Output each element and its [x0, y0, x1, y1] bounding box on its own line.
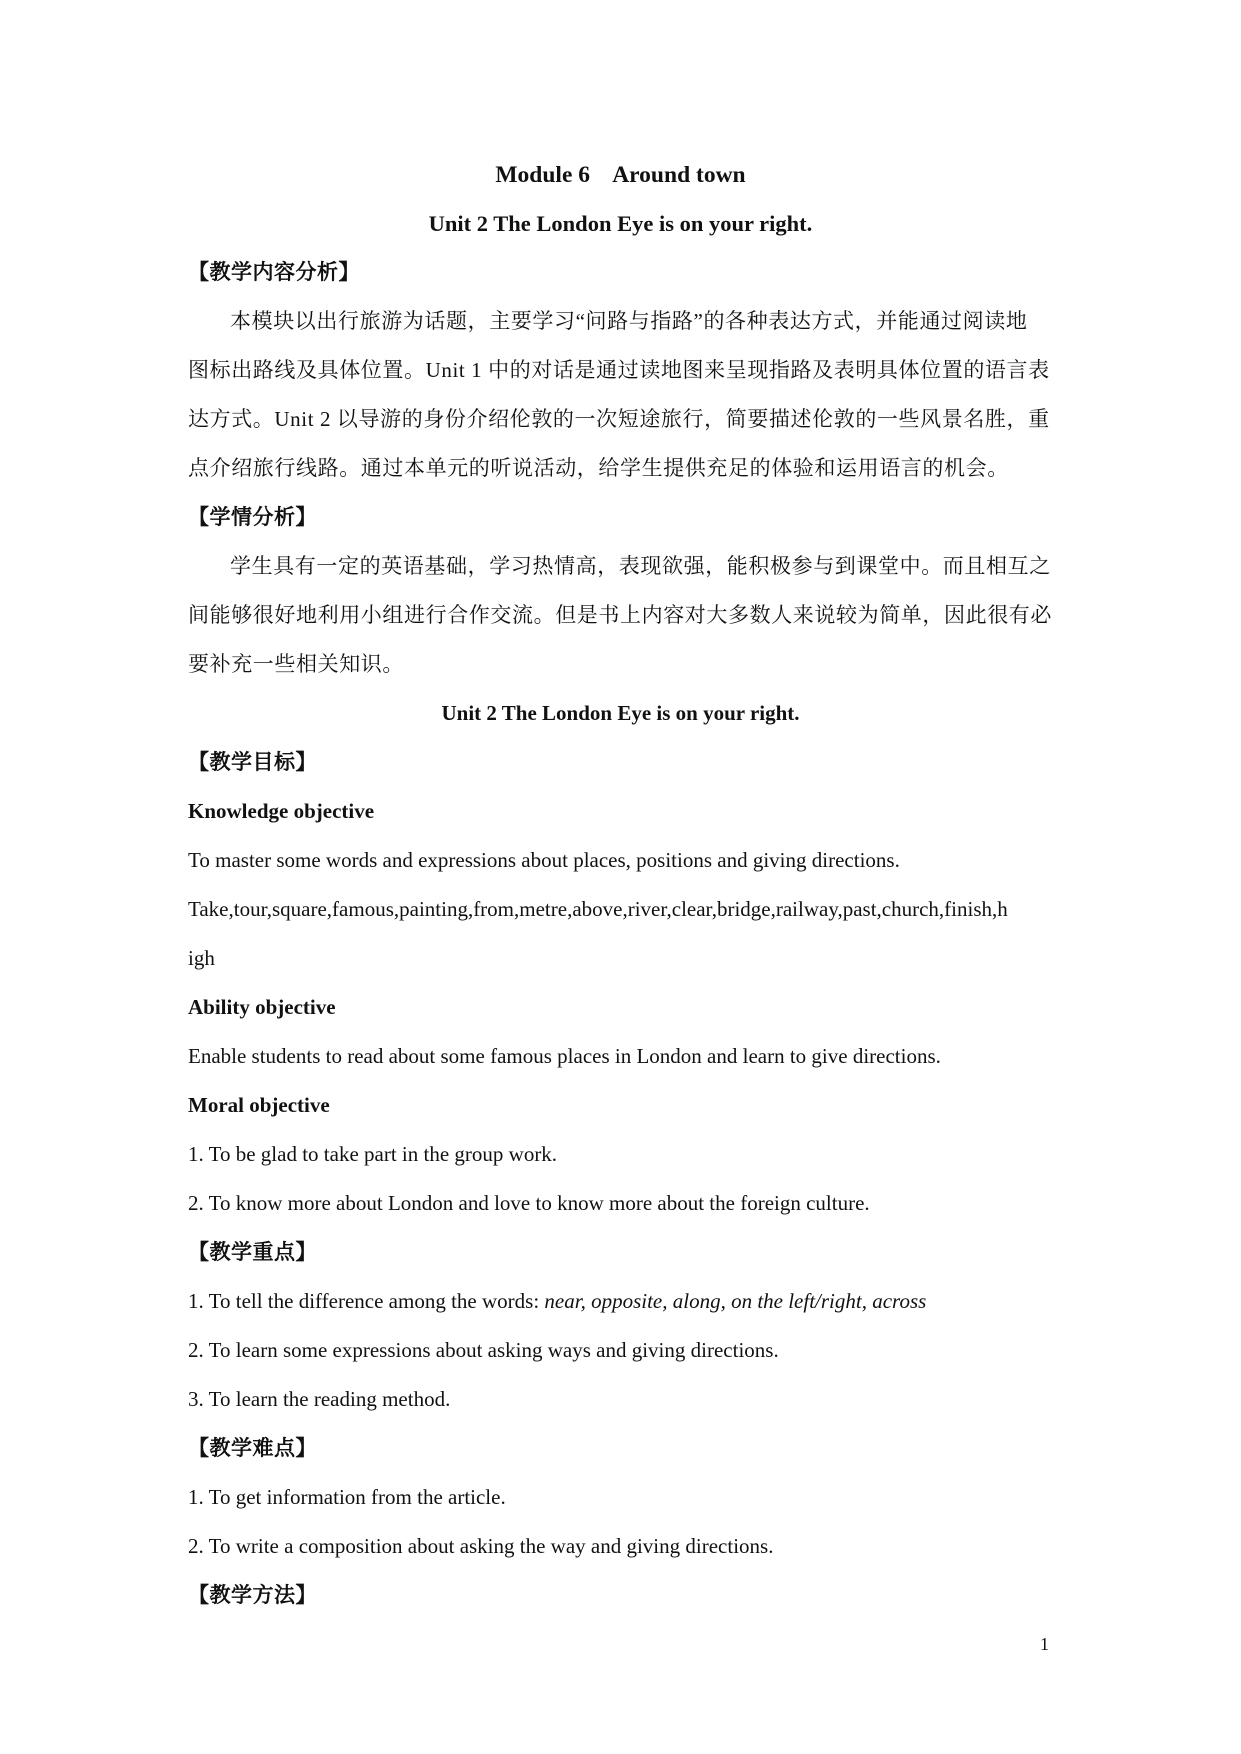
content-analysis-line: 图标出路线及具体位置。Unit 1 中的对话是通过读地图来呈现指路及表明具体位置的语言表 — [188, 358, 1050, 382]
key-point-item: 3. To learn the reading method. — [188, 1387, 451, 1411]
unit-subtitle: Unit 2 The London Eye is on your right. — [428, 211, 813, 236]
objectives-heading: 【教学目标】 — [188, 750, 317, 774]
content-analysis-line: 点介绍旅行线路。通过本单元的听说活动，给学生提供充足的体验和运用语言的机会。 — [188, 456, 1009, 480]
vocabulary-list-continued: igh — [188, 946, 215, 970]
moral-objective-item: 1. To be glad to take part in the group work. — [188, 1142, 558, 1166]
moral-objective-label: Moral objective — [188, 1093, 330, 1117]
vocabulary-list: Take,tour,square,famous,painting,from,metre,above,river,clear,bridge,railway,past,church,finish,h — [188, 897, 1008, 921]
page-number: 1 — [1040, 1634, 1049, 1654]
content-analysis-heading: 【教学内容分析】 — [188, 260, 360, 284]
student-analysis-heading: 【学情分析】 — [188, 505, 317, 529]
content-analysis-line: 本模块以出行旅游为话题，主要学习“问路与指路”的各种表达方式，并能通过阅读地 — [230, 309, 1028, 333]
key-point-item — [188, 1287, 926, 1315]
student-analysis-line: 要补充一些相关知识。 — [188, 652, 404, 676]
difficult-point-item: 1. To get information from the article. — [188, 1485, 506, 1509]
unit-title: Unit 2 The London Eye is on your right. — [441, 701, 800, 725]
key-point-item: 2. To learn some expressions about asking ways and giving directions. — [188, 1338, 779, 1362]
ability-objective-label: Ability objective — [188, 995, 336, 1019]
knowledge-objective-text: To master some words and expressions about places, positions and giving directions. — [188, 848, 900, 872]
ability-objective-text: Enable students to read about some famous places in London and learn to give directions. — [188, 1044, 941, 1068]
key-point-text: 1. To tell the difference among the words: — [188, 1289, 545, 1313]
methods-heading: 【教学方法】 — [188, 1583, 317, 1607]
difficult-point-item: 2. To write a composition about asking the way and giving directions. — [188, 1534, 774, 1558]
student-analysis-line: 学生具有一定的英语基础，学习热情高，表现欲强，能积极参与到课堂中。而且相互之 — [230, 554, 1051, 578]
key-points-heading: 【教学重点】 — [188, 1240, 317, 1264]
content-analysis-line: 达方式。Unit 2 以导游的身份介绍伦敦的一次短途旅行，简要描述伦敦的一些风景名胜，重 — [188, 407, 1050, 431]
student-analysis-line: 间能够很好地利用小组进行合作交流。但是书上内容对大多数人来说较为简单，因此很有必 — [188, 603, 1052, 627]
key-point-words: near, opposite, along, on the left/right, across — [544, 1289, 927, 1313]
module-title: Module 6 Around town — [495, 162, 746, 188]
moral-objective-item: 2. To know more about London and love to know more about the foreign culture. — [188, 1191, 870, 1215]
knowledge-objective-label: Knowledge objective — [188, 799, 375, 823]
difficult-points-heading: 【教学难点】 — [188, 1436, 317, 1460]
